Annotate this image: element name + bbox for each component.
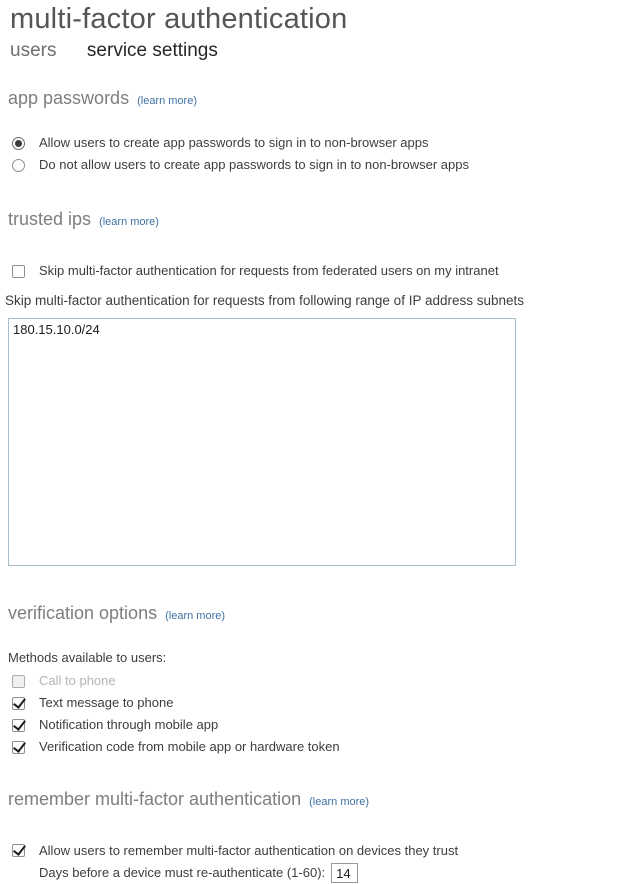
app-passwords-options: [8, 132, 619, 176]
checkbox-row-call-to-phone: [8, 670, 619, 692]
subnets-label: Skip multi-factor authentication for requests from following range of IP address subnets: [5, 293, 525, 308]
checkbox-skip-federated[interactable]: [12, 265, 25, 278]
checkbox-label-allow-remember[interactable]: Allow users to remember multi-factor authentication on devices they trust: [39, 843, 459, 858]
checkbox-verification-code[interactable]: [12, 741, 25, 754]
tab-service-settings[interactable]: service settings: [86, 40, 218, 61]
learn-more-link-app-passwords[interactable]: (learn more): [137, 95, 197, 107]
radio-label-allow-app-passwords[interactable]: Allow users to create app passwords to sign in to non-browser apps: [39, 135, 429, 150]
tab-bar: [10, 39, 619, 63]
checkbox-mobile-app-notification[interactable]: [12, 719, 25, 732]
learn-more-link-trusted-ips[interactable]: (learn more): [99, 216, 159, 228]
section-title-verification-options: verification options: [8, 603, 158, 623]
section-title-remember-mfa: remember multi-factor authentication: [8, 789, 302, 809]
checkbox-row-text-message: [8, 692, 619, 714]
trusted-ip-subnets-textarea[interactable]: [8, 318, 516, 566]
learn-more-link-remember-mfa[interactable]: (learn more): [309, 796, 370, 808]
section-title-app-passwords: app passwords: [8, 88, 130, 108]
checkbox-label-verification-code[interactable]: Verification code from mobile app or hardware token: [39, 739, 340, 754]
page-title: multi-factor authentication: [10, 3, 348, 35]
days-reauthenticate-label: Days before a device must re-authenticate (1-60):: [39, 865, 326, 880]
checkbox-row-allow-remember: [8, 840, 619, 884]
checkbox-label-mobile-app-notification[interactable]: Notification through mobile app: [39, 717, 219, 732]
radio-label-disallow-app-passwords[interactable]: Do not allow users to create app passwords to sign in to non-browser apps: [39, 157, 469, 172]
checkbox-label-call-to-phone: Call to phone: [39, 673, 116, 688]
radio-row-allow-app-passwords: [8, 132, 619, 154]
days-reauthenticate-input[interactable]: [331, 863, 358, 883]
learn-more-link-verification-options[interactable]: (learn more): [165, 610, 226, 622]
checkbox-allow-remember[interactable]: [12, 844, 25, 857]
radio-allow-app-passwords[interactable]: [12, 137, 25, 150]
section-header-verification-options: [8, 602, 619, 627]
section-header-app-passwords: [8, 87, 619, 112]
section-header-remember-mfa: [8, 788, 619, 813]
section-header-trusted-ips: [8, 208, 619, 233]
tab-users[interactable]: users: [10, 40, 57, 61]
radio-row-disallow-app-passwords: [8, 154, 619, 176]
checkbox-call-to-phone: [12, 675, 25, 688]
checkbox-label-skip-federated[interactable]: Skip multi-factor authentication for requests from federated users on my intranet: [39, 263, 499, 278]
verification-methods-list: [8, 670, 619, 758]
checkbox-row-mobile-app-notification: [8, 714, 619, 736]
days-reauthenticate-row: [39, 862, 458, 884]
radio-disallow-app-passwords[interactable]: [12, 159, 25, 172]
checkbox-row-verification-code: [8, 736, 619, 758]
checkbox-text-message[interactable]: [12, 697, 25, 710]
checkbox-label-text-message[interactable]: Text message to phone: [39, 695, 174, 710]
section-title-trusted-ips: trusted ips: [8, 209, 92, 229]
methods-available-label: Methods available to users:: [8, 650, 167, 665]
checkbox-row-skip-federated: [8, 260, 619, 282]
